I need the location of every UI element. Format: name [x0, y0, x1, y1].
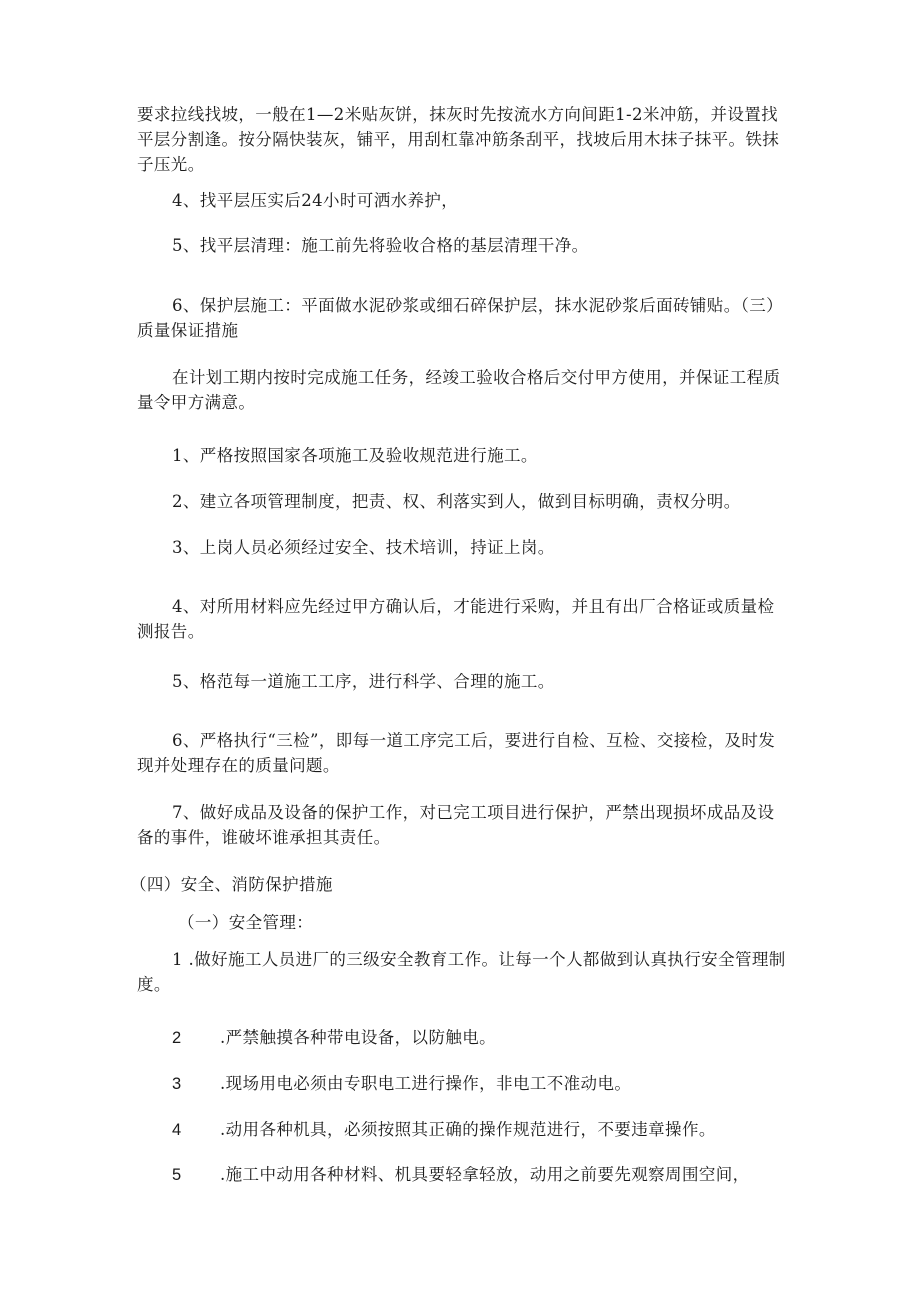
paragraph-step-4-curing: 4、找平层压实后24小时可洒水养护， — [172, 191, 459, 210]
paragraph-step-6-protection: 6、保护层施工：平面做水泥砂浆或细石碎保护层，抹水泥砂浆后面砖铺贴。（三）质量保证措施 — [137, 296, 784, 340]
paragraph-safety-2 — [172, 1025, 822, 1051]
paragraph-safety-5 — [172, 1162, 822, 1188]
paragraph-safety-3 — [172, 1071, 822, 1097]
item-number: 5 — [172, 1166, 182, 1184]
item-text: .施工中动用各种材料、机具要轻拿轻放，动用之前要先观察周围空间， — [220, 1165, 750, 1184]
paragraph-step-5-cleaning: 5、找平层清理：施工前先将验收合格的基层清理干净。 — [172, 236, 589, 255]
paragraph-quality-goal: 在计划工期内按时完成施工任务，经竣工验收合格后交付甲方使用，并保证工程质量令甲方满意。 — [137, 368, 781, 412]
paragraph-quality-4: 4、对所用材料应先经过甲方确认后，才能进行采购，并且有出厂合格证或质量检测报告。 — [137, 597, 775, 641]
paragraph-quality-1: 1、严格按照国家各项施工及验收规范进行施工。 — [172, 446, 538, 465]
subsection-heading-safety-management: （一）安全管理： — [178, 913, 314, 932]
paragraph-safety-1: 1 .做好施工人员进厂的三级安全教育工作。让每一个人都做到认真执行安全管理制度。 — [137, 950, 786, 994]
paragraph-quality-7: 7、做好成品及设备的保护工作，对已完工项目进行保护，严禁出现损坏成品及设备的事件，谁破坏谁承担其责任。 — [137, 803, 775, 847]
item-text: .现场用电必须由专职电工进行操作，非电工不准动电。 — [220, 1074, 632, 1093]
item-number: 3 — [172, 1075, 182, 1093]
item-text: .严禁触摸各种带电设备，以防触电。 — [220, 1028, 497, 1047]
item-number: 2 — [172, 1029, 182, 1047]
section-heading-safety-fire: （四）安全、消防保护措施 — [130, 875, 333, 894]
paragraph-leveling-method: 要求拉线找坡，一般在1—2米贴灰饼，抹灰时先按流水方向间距1-2米冲筋，并设置找平层分割逢。按分隔快装灰，铺平，用刮杠靠冲筋条刮平，找坡后用木抹子抹平。铁抹子压光。 — [137, 105, 780, 174]
item-number: 4 — [172, 1121, 182, 1139]
item-text: .动用各种机具，必须按照其正确的操作规范进行，不要违章操作。 — [220, 1120, 716, 1139]
paragraph-safety-4 — [172, 1117, 822, 1143]
paragraph-quality-3: 3、上岗人员必须经过安全、技术培训，持证上岗。 — [172, 538, 555, 557]
paragraph-quality-2: 2、建立各项管理制度，把责、权、利落实到人，做到目标明确，责权分明。 — [172, 492, 741, 511]
paragraph-quality-6: 6、严格执行“三检”，即每一道工序完工后，要进行自检、互检、交接检，及时发现并处理存在的质量问题。 — [137, 731, 776, 775]
paragraph-quality-5: 5、格范每一道施工工序，进行科学、合理的施工。 — [172, 672, 555, 691]
